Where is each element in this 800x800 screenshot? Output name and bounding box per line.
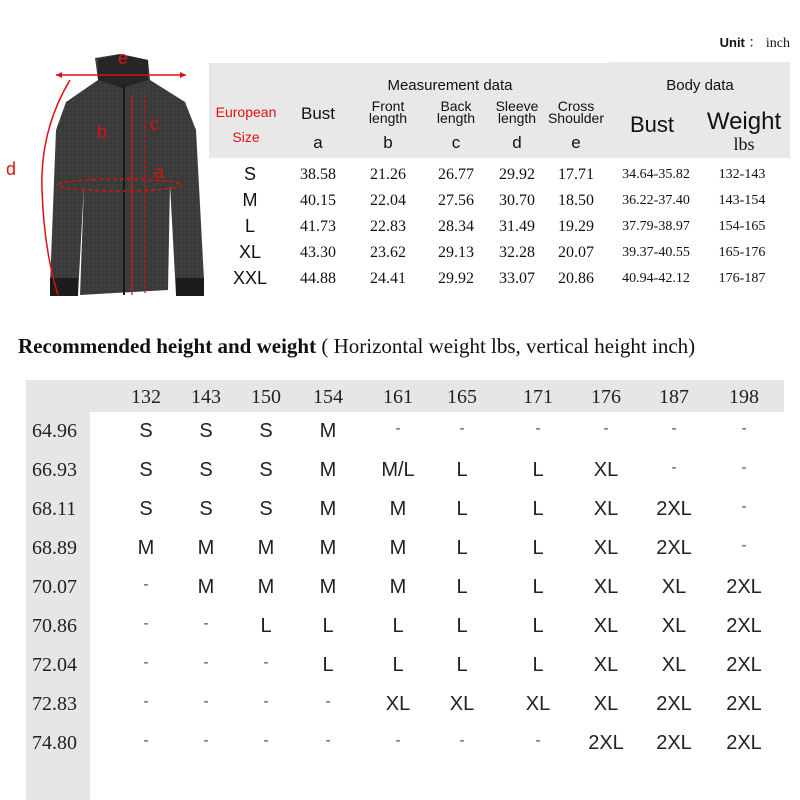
size-recommendation: XL: [593, 498, 619, 520]
column-letter-1: b: [383, 133, 393, 152]
unit-label: Unit ： inch: [719, 35, 790, 51]
size-recommendation: XL: [593, 615, 619, 637]
recommended-subtitle: ( Horizontal weight lbs, vertical height inch): [321, 334, 696, 358]
size-label: M: [242, 190, 258, 210]
size-recommendation: -: [143, 576, 149, 593]
size-cell: 30.70: [499, 192, 535, 209]
size-recommendation: XL: [661, 615, 687, 637]
recommended-title-text: Recommended height and weight: [18, 334, 317, 358]
size-cell: 20.86: [558, 270, 594, 287]
size-recommendation: M: [389, 537, 407, 559]
body-bust-cell: 37.79-38.97: [622, 219, 690, 234]
size-recommendation: L: [322, 615, 334, 637]
size-cell: 26.77: [438, 166, 474, 183]
jacket-cuff-right: [176, 278, 204, 296]
size-recommendation: L: [322, 654, 334, 676]
size-recommendation: -: [741, 459, 747, 476]
size-recommendation: -: [203, 654, 209, 671]
size-recommendation: M: [137, 537, 155, 559]
size-cell: 29.92: [499, 166, 535, 183]
size-cell: 43.30: [300, 244, 336, 261]
size-recommendation: M: [389, 576, 407, 598]
size-cell: 22.04: [370, 192, 406, 209]
body-weight-header: Weight: [706, 108, 782, 135]
size-cell: 38.58: [300, 166, 336, 183]
size-recommendation: L: [456, 498, 468, 520]
size-recommendation: L: [532, 615, 544, 637]
size-recommendation: -: [459, 420, 465, 437]
size-recommendation: 2XL: [656, 732, 692, 754]
weight-cell: 132-143: [718, 167, 766, 182]
column-header-3: Sleeve length: [495, 98, 539, 126]
size-recommendation: M: [197, 537, 215, 559]
weight-header: 171: [523, 386, 553, 408]
size-cell: 17.71: [558, 166, 594, 183]
jacket-body: [50, 54, 204, 295]
body-bust-cell: 39.37-40.55: [622, 245, 690, 260]
body-header: Body data: [666, 77, 734, 94]
size-recommendation: L: [456, 537, 468, 559]
size-cell: 24.41: [370, 270, 406, 287]
column-letter-4: e: [571, 133, 581, 152]
weight-cell: 143-154: [718, 193, 766, 208]
size-recommendation: XL: [525, 693, 551, 715]
size-recommendation: S: [139, 498, 153, 520]
weight-header: 187: [659, 386, 689, 408]
column-letter-2: c: [451, 133, 461, 152]
height-label: 74.80: [32, 732, 77, 754]
size-cell: 29.92: [438, 270, 474, 287]
size-cell: 44.88: [300, 270, 336, 287]
weight-header: 165: [447, 386, 477, 408]
size-recommendation: L: [532, 537, 544, 559]
size-recommendation: XL: [593, 459, 619, 481]
column-header-1: Front length: [368, 98, 408, 126]
size-cell: 20.07: [558, 244, 594, 261]
size-recommendation: S: [199, 498, 213, 520]
size-recommendation: -: [671, 420, 677, 437]
size-recommendation: -: [395, 732, 401, 749]
size-recommendation: M: [389, 498, 407, 520]
size-recommendation: L: [392, 615, 404, 637]
size-recommendation: M: [197, 576, 215, 598]
size-recommendation: -: [671, 459, 677, 476]
arrow-icon: [180, 72, 186, 78]
size-recommendation: -: [741, 420, 747, 437]
size-recommendation: S: [259, 498, 273, 520]
size-cell: 21.26: [370, 166, 406, 183]
size-cell: 28.34: [438, 218, 474, 235]
size-recommendation: 2XL: [726, 576, 762, 598]
size-label: XXL: [232, 268, 268, 288]
column-letter-3: d: [512, 133, 522, 152]
weight-header: 154: [313, 386, 343, 408]
weight-header: 176: [591, 386, 621, 408]
height-label: 70.86: [32, 615, 77, 637]
size-recommendation: -: [741, 498, 747, 515]
size-cell: 29.13: [438, 244, 474, 261]
column-header-0: Bust: [300, 104, 336, 123]
weight-cell: 165-176: [718, 245, 766, 260]
size-recommendation: L: [532, 654, 544, 676]
body-bust-cell: 36.22-37.40: [622, 193, 690, 208]
label-b: b: [97, 122, 108, 142]
size-recommendation: XL: [661, 576, 687, 598]
size-recommendation: L: [532, 576, 544, 598]
size-recommendation: M: [257, 537, 275, 559]
size-recommendation: XL: [449, 693, 475, 715]
size-cell: 40.15: [300, 192, 336, 209]
column-letter-0: a: [313, 133, 323, 152]
size-label: S: [243, 164, 256, 184]
size-recommendation: -: [203, 732, 209, 749]
size-recommendation: S: [199, 420, 213, 442]
size-recommendation: -: [535, 420, 541, 437]
size-recommendation: -: [203, 615, 209, 632]
size-recommendation: -: [263, 732, 269, 749]
weight-cell: 176-187: [718, 271, 766, 286]
size-recommendation: XL: [593, 576, 619, 598]
size-label: XL: [238, 242, 262, 262]
size-cell: 23.62: [370, 244, 406, 261]
size-recommendation: M: [319, 459, 337, 481]
size-recommendation: -: [143, 693, 149, 710]
size-recommendation: -: [535, 732, 541, 749]
size-recommendation: -: [395, 420, 401, 437]
label-c: c: [150, 114, 159, 134]
size-recommendation: L: [456, 654, 468, 676]
size-cell: 31.49: [499, 218, 535, 235]
weight-cell: 154-165: [718, 219, 766, 234]
size-recommendation: S: [139, 459, 153, 481]
size-recommendation: 2XL: [726, 693, 762, 715]
body-bust-header: Bust: [629, 112, 675, 137]
divider: [209, 62, 609, 63]
size-recommendation: -: [143, 615, 149, 632]
size-recommendation: M: [257, 576, 275, 598]
size-cell: 22.83: [370, 218, 406, 235]
weight-header: 132: [131, 386, 161, 408]
size-recommendation: L: [392, 654, 404, 676]
body-bust-cell: 40.94-42.12: [622, 271, 690, 286]
height-label: 64.96: [32, 420, 77, 442]
size-recommendation: S: [259, 459, 273, 481]
european-size-label-2: Size: [232, 129, 260, 145]
size-recommendation: L: [456, 459, 468, 481]
european-size-label: European: [215, 104, 277, 120]
size-recommendation: L: [260, 615, 272, 637]
size-recommendation: -: [143, 732, 149, 749]
size-recommendation: -: [459, 732, 465, 749]
arrow-icon: [56, 72, 62, 78]
size-recommendation: 2XL: [588, 732, 624, 754]
size-cell: 41.73: [300, 218, 336, 235]
size-recommendation: XL: [661, 654, 687, 676]
size-recommendation: L: [456, 615, 468, 637]
size-recommendation: 2XL: [656, 537, 692, 559]
weight-header: 161: [383, 386, 413, 408]
size-cell: 18.50: [558, 192, 594, 209]
body-bust-cell: 34.64-35.82: [622, 167, 690, 182]
size-cell: 19.29: [558, 218, 594, 235]
size-recommendation: -: [263, 693, 269, 710]
size-recommendation: L: [532, 459, 544, 481]
height-label: 72.04: [32, 654, 77, 676]
height-label: 68.89: [32, 537, 77, 559]
size-recommendation: S: [259, 420, 273, 442]
size-cell: 27.56: [438, 192, 474, 209]
label-e: e: [118, 48, 129, 68]
size-recommendation: -: [203, 693, 209, 710]
size-recommendation: L: [456, 576, 468, 598]
jacket-diagram: [0, 40, 205, 310]
weight-header: 150: [251, 386, 281, 408]
size-recommendation: M: [319, 576, 337, 598]
size-recommendation: 2XL: [656, 498, 692, 520]
size-recommendation: XL: [385, 693, 411, 715]
height-label: 68.11: [32, 498, 77, 520]
height-label: 72.83: [32, 693, 77, 715]
size-recommendation: M: [319, 537, 337, 559]
size-recommendation: 2XL: [726, 654, 762, 676]
size-recommendation: M: [319, 498, 337, 520]
label-d: d: [6, 159, 17, 179]
weight-header: 143: [191, 386, 221, 408]
size-cell: 33.07: [499, 270, 535, 287]
size-recommendation: L: [532, 498, 544, 520]
size-recommendation: 2XL: [726, 615, 762, 637]
size-recommendation: XL: [593, 654, 619, 676]
size-recommendation: -: [325, 693, 331, 710]
size-recommendation: XL: [593, 537, 619, 559]
size-recommendation: S: [199, 459, 213, 481]
height-label: 70.07: [32, 576, 77, 598]
size-recommendation: 2XL: [656, 693, 692, 715]
body-weight-unit: lbs: [733, 134, 755, 154]
column-header-4: Cross Shoulder: [547, 98, 605, 126]
size-recommendation: -: [603, 420, 609, 437]
size-label: L: [244, 216, 255, 236]
size-recommendation: -: [325, 732, 331, 749]
size-recommendation: M/L: [381, 459, 415, 481]
size-recommendation: -: [741, 537, 747, 554]
label-a: a: [154, 162, 165, 182]
size-cell: 32.28: [499, 244, 535, 261]
measurement-header: Measurement data: [387, 77, 513, 94]
size-recommendation: S: [139, 420, 153, 442]
column-header-2: Back length: [436, 98, 476, 126]
size-recommendation: 2XL: [726, 732, 762, 754]
size-recommendation: -: [143, 654, 149, 671]
recommended-title: [18, 334, 695, 359]
height-label: 66.93: [32, 459, 77, 481]
size-recommendation: M: [319, 420, 337, 442]
weight-header: 198: [729, 386, 759, 408]
size-recommendation: -: [263, 654, 269, 671]
size-recommendation: XL: [593, 693, 619, 715]
